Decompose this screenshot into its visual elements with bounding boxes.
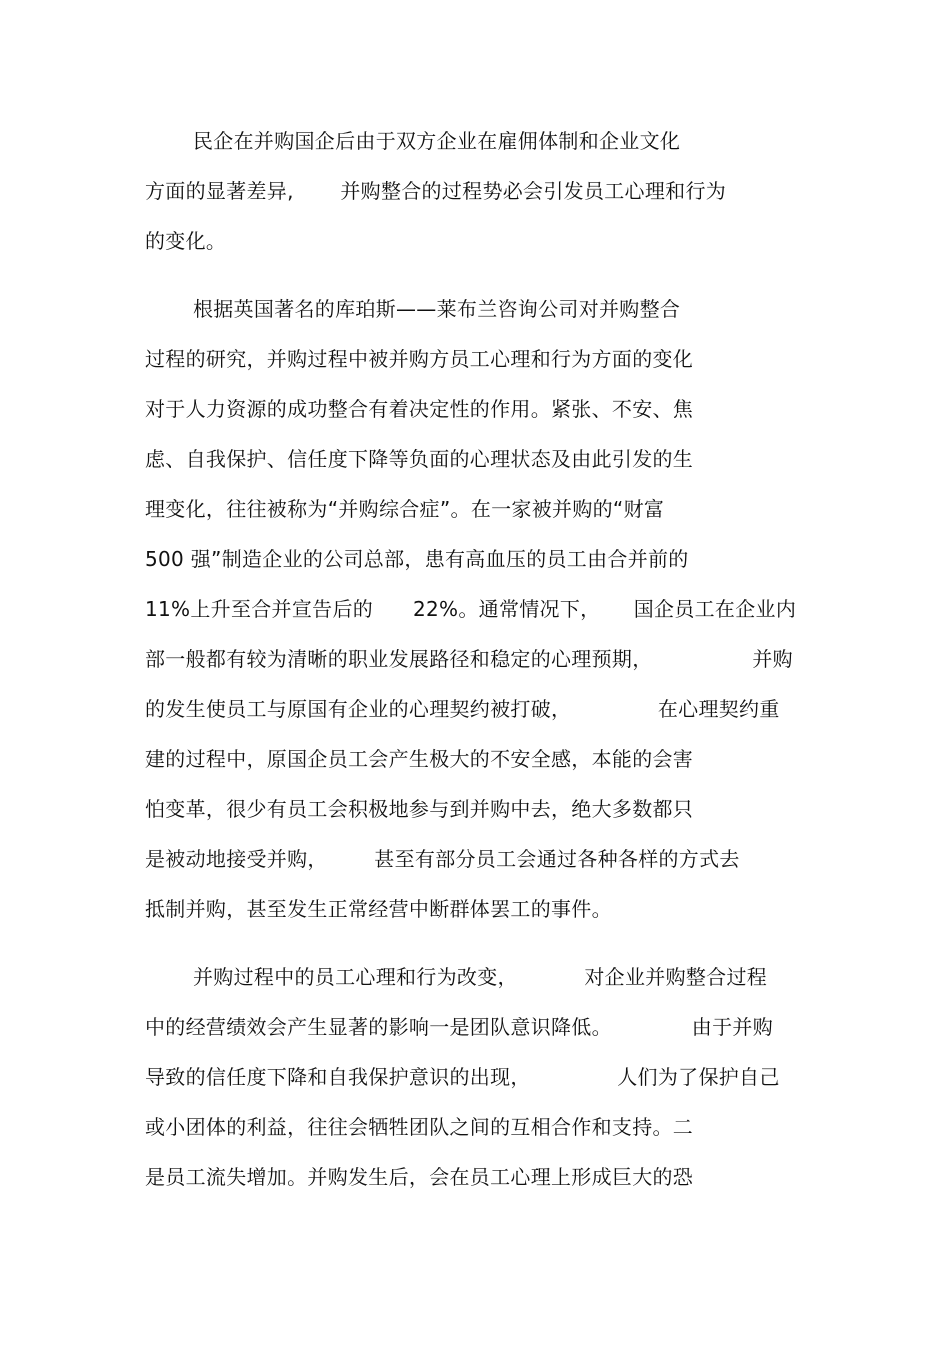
text-line: 民企在并购国企后由于双方企业在雇佣体制和企业文化 <box>193 129 681 153</box>
text-line: 方面的显著差异, 并购整合的过程势必会引发员工心理和行为 <box>145 179 727 203</box>
text-line: 是被动地接受并购， 甚至有部分员工会通过各种各样的方式去 <box>145 847 740 871</box>
text-line: 的发生使员工与原国有企业的心理契约被打破， 在心理契约重 <box>145 697 780 721</box>
text-line: 是员工流失增加。并购发生后，会在员工心理上形成巨大的恐 <box>145 1165 694 1189</box>
text-line: 或小团体的利益，往往会牺牲团队之间的互相合作和支持。二 <box>145 1115 694 1139</box>
text-line: 500 强”制造企业的公司总部，患有高血压的员工由合并前的 <box>145 547 689 571</box>
text-line: 理变化，往往被称为“并购综合症”。在一家被并购的“财富 <box>145 497 665 521</box>
text-line: 根据英国著名的库珀斯——莱布兰咨询公司对并购整合 <box>193 297 681 321</box>
text-line: 怕变革，很少有员工会积极地参与到并购中去，绝大多数都只 <box>145 797 694 821</box>
text-line: 过程的研究，并购过程中被并购方员工心理和行为方面的变化 <box>145 347 694 371</box>
text-line: 的变化。 <box>145 229 227 253</box>
text-line: 中的经营绩效会产生显著的影响一是团队意识降低。 由于并购 <box>145 1015 773 1039</box>
text-line: 虑、自我保护、信任度下降等负面的心理状态及由此引发的生 <box>145 447 694 471</box>
text-line: 部一般都有较为清晰的职业发展路径和稳定的心理预期， 并购 <box>145 647 793 671</box>
text-line: 导致的信任度下降和自我保护意识的出现， 人们为了保护自己 <box>145 1065 780 1089</box>
text-line: 并购过程中的员工心理和行为改变， 对企业并购整合过程 <box>193 965 768 989</box>
text-line: 对于人力资源的成功整合有着决定性的作用。紧张、不安、焦 <box>145 397 694 421</box>
text-line: 建的过程中，原国企员工会产生极大的不安全感，本能的会害 <box>145 747 694 771</box>
text-line: 11%上升至合并宣告后的 22%。通常情况下， 国企员工在企业内 <box>145 597 797 621</box>
text-line: 抵制并购，甚至发生正常经营中断群体罢工的事件。 <box>145 897 612 921</box>
